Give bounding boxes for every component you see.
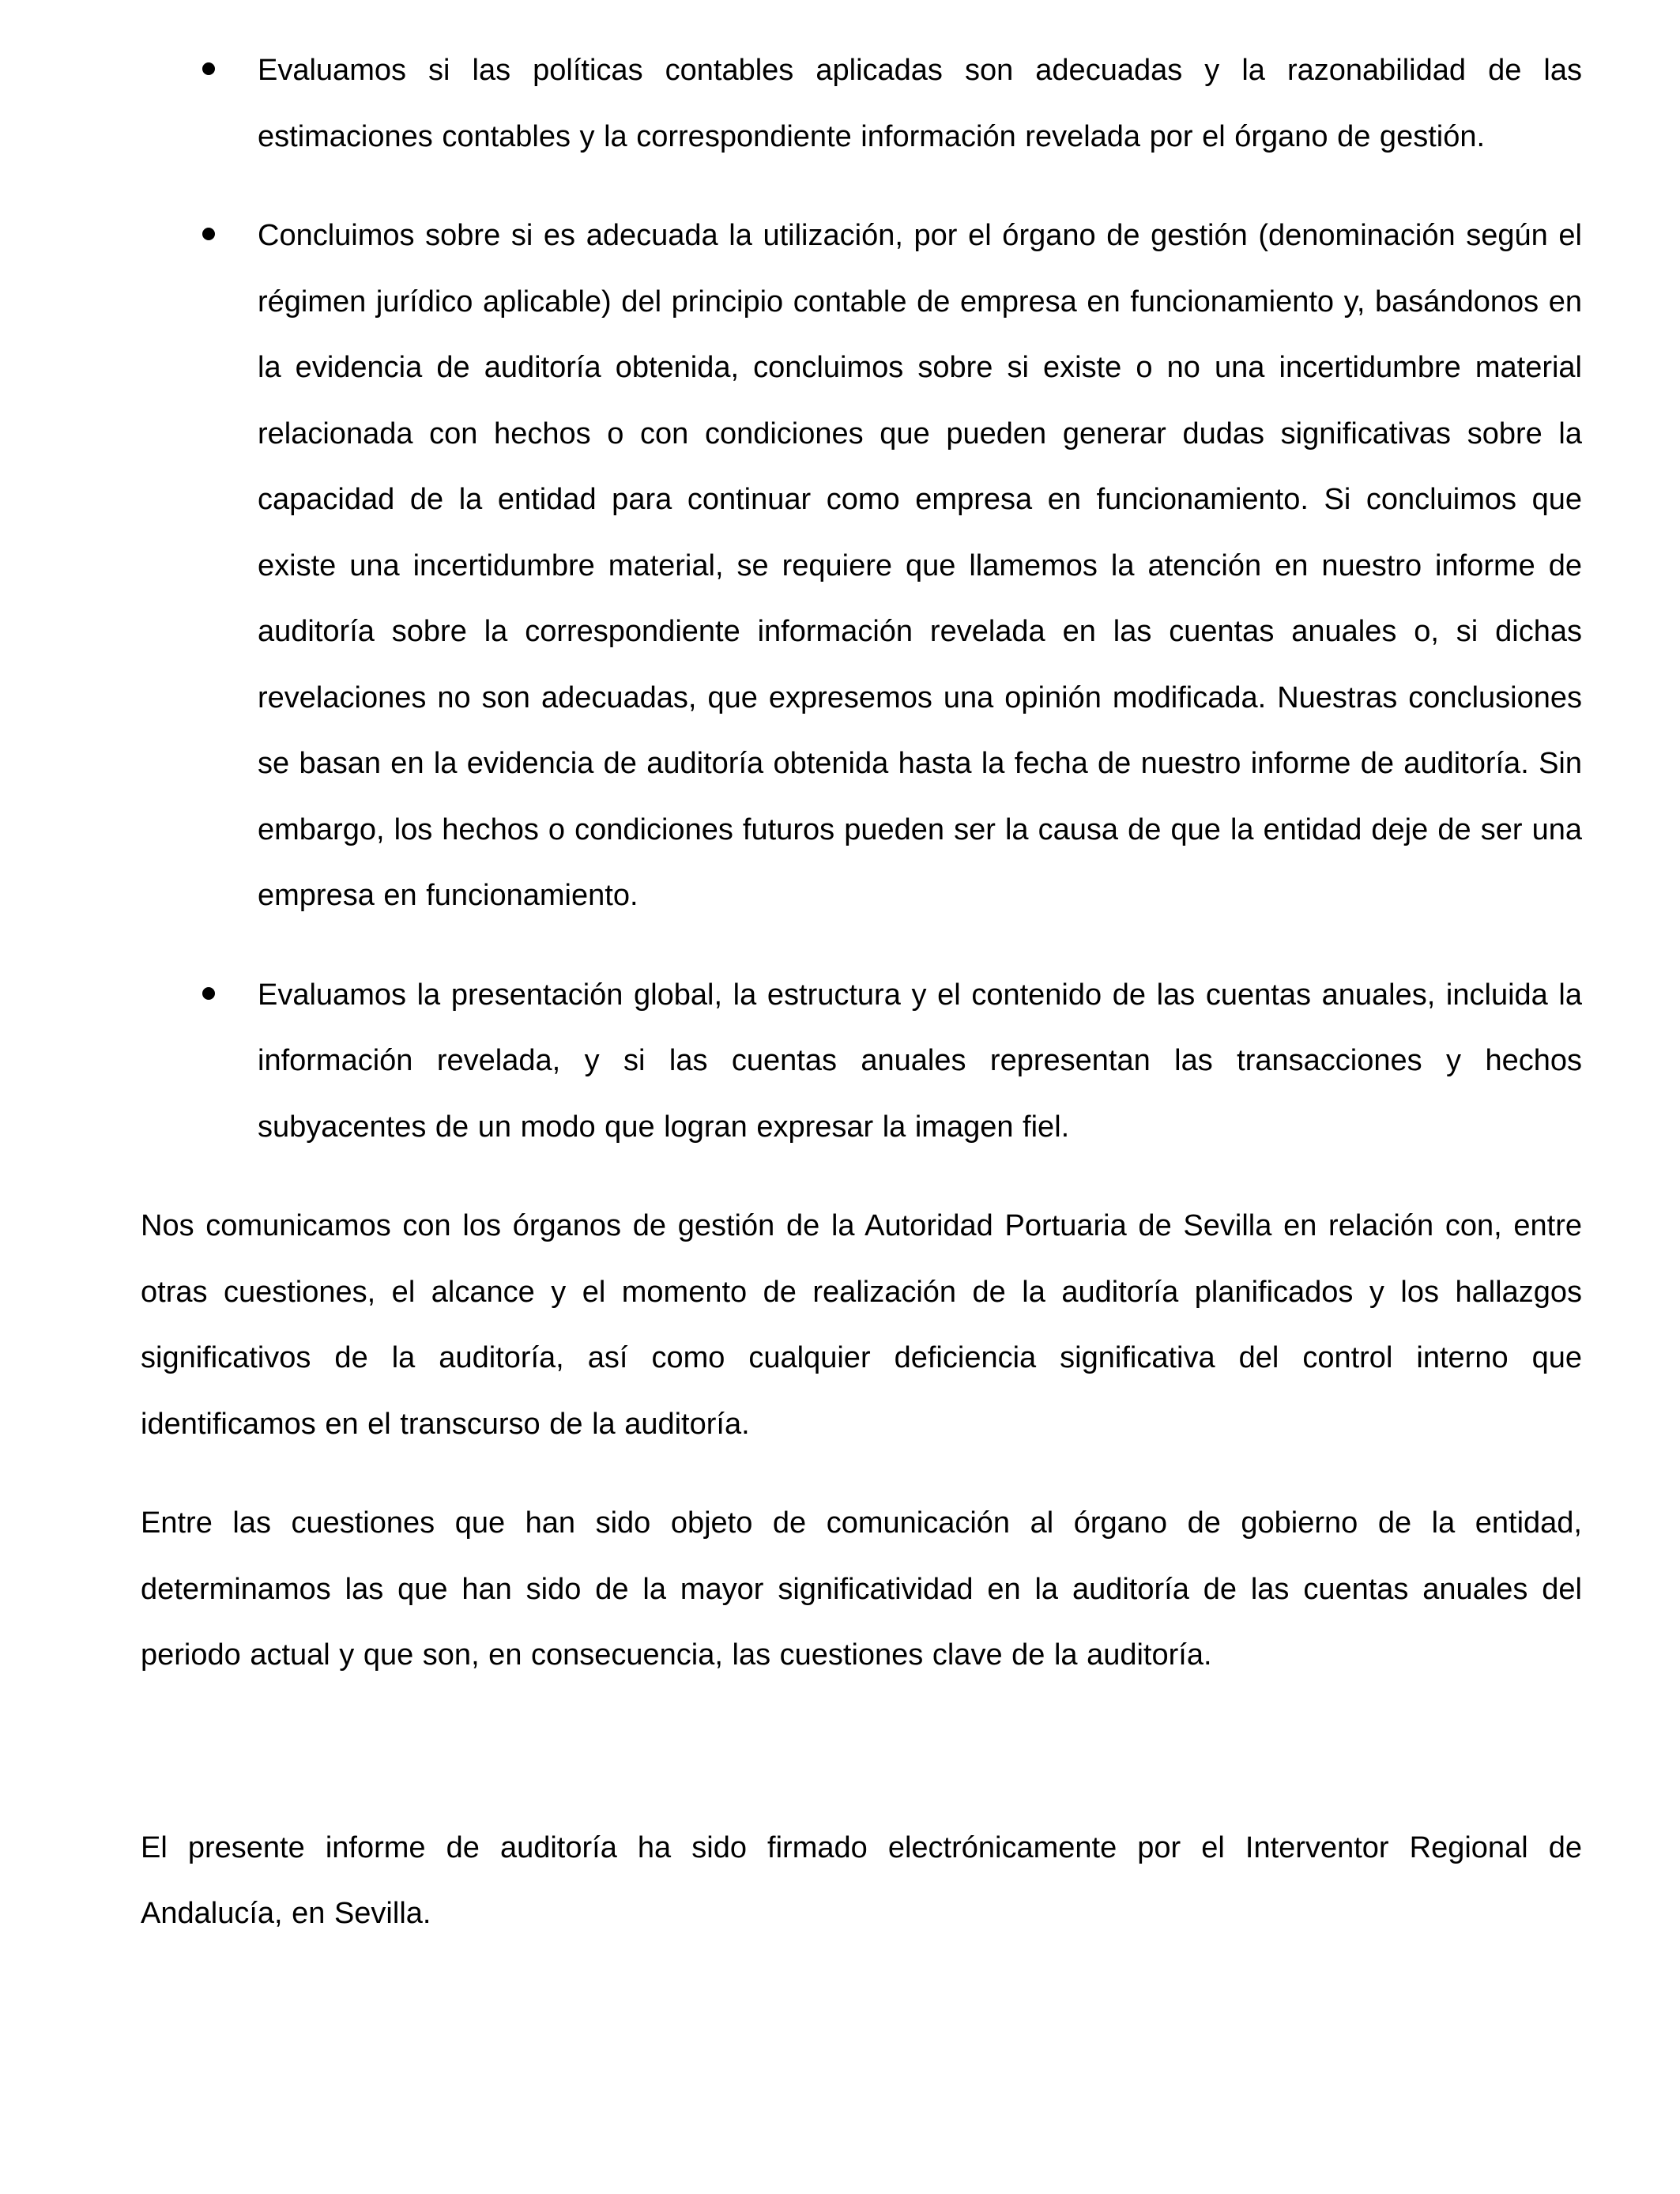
list-item-text: Evaluamos si las políticas contables aplicadas son adecuadas y la razonabilidad de las estimaciones contables y la correspondiente información revelada por el órgano de gestión.	[258, 54, 1582, 153]
signature-paragraph: El presente informe de auditoría ha sido firmado electrónicamente por el Interventor Regional de Andalucía, en Sevilla.	[141, 1830, 1582, 1930]
list-item	[141, 38, 1582, 170]
audit-procedures-list	[141, 38, 1582, 1160]
bullet-icon	[202, 228, 215, 240]
bullet-icon	[202, 62, 215, 75]
list-item	[141, 963, 1582, 1161]
key-matters-paragraph: Entre las cuestiones que han sido objeto de comunicación al órgano de gobierno de la entidad, determinamos las que han sido de la mayor significatividad en la auditoría de las cuentas anuales del periodo actual y que son, en consecuencia, las cuestiones clave de la auditoría.	[141, 1506, 1582, 1672]
bullet-icon	[202, 987, 215, 1000]
communication-paragraph: Nos comunicamos con los órganos de gestión de la Autoridad Portuaria de Sevilla en relación con, entre otras cuestiones, el alcance y el momento de realización de la auditoría planificados y los hallazgos significativos de la auditoría, así como cualquier deficiencia significativa del control interno que identificamos en el transcurso de la auditoría.	[141, 1209, 1582, 1441]
document-body	[141, 38, 1582, 1981]
list-item-text: Concluimos sobre si es adecuada la utilización, por el órgano de gestión (denominación según el régimen jurídico aplicable) del principio contable de empresa en funcionamiento y, basándonos en la evidencia de auditoría obtenida, concluimos sobre si existe o no una incertidumbre material relacionada con hechos o con condiciones que pueden generar dudas significativas sobre la capacidad de la entidad para continuar como empresa en funcionamiento. Si concluimos que existe una incertidumbre material, se requiere que llamemos la atención en nuestro informe de auditoría sobre la correspondiente información revelada en las cuentas anuales o, si dichas revelaciones no son adecuadas, que expresemos una opinión modificada. Nuestras conclusiones se basan en la evidencia de auditoría obtenida hasta la fecha de nuestro informe de auditoría. Sin embargo, los hechos o condiciones futuros pueden ser la causa de que la entidad deje de ser una empresa en funcionamiento.	[258, 219, 1582, 912]
list-item-text: Evaluamos la presentación global, la estructura y el contenido de las cuentas anuales, incluida la información revelada, y si las cuentas anuales representan las transacciones y hechos subyacentes de un modo que logran expresar la imagen fiel.	[258, 978, 1582, 1144]
list-item	[141, 203, 1582, 929]
